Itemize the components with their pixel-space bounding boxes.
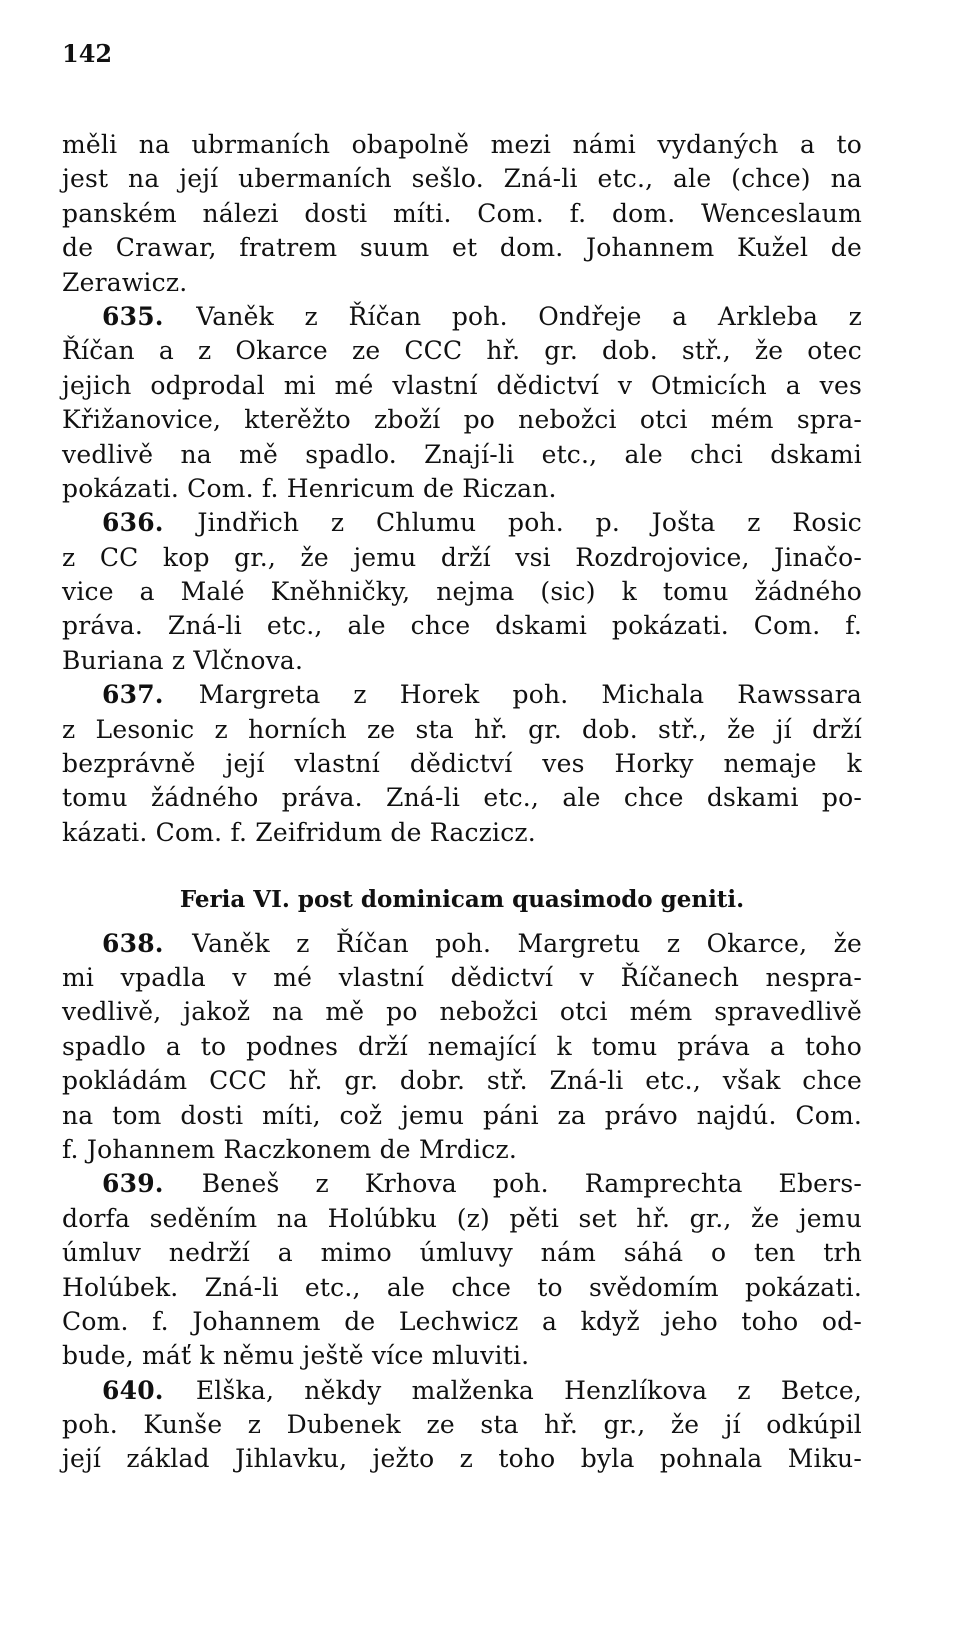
entry-637: [62, 678, 862, 850]
entry-first-line: [62, 1167, 862, 1201]
entry-first-line: [62, 678, 862, 712]
text-line: Zerawicz.: [62, 267, 188, 297]
entry-635: [62, 300, 862, 506]
text-line: z CC kop gr., že jemu drží vsi Rozdrojovice, Jinačo-: [62, 542, 862, 572]
text-line: jejich odprodal mi mé vlastní dědictví v Otmicích a ves: [62, 370, 862, 400]
text-line: de Crawar, fratrem suum et dom. Johannem Kužel de: [62, 233, 862, 263]
text-line: kázati. Com. f. Zeifridum de Raczicz.: [62, 817, 536, 847]
text-line: f. Johannem Raczkonem de Mrdicz.: [62, 1134, 518, 1164]
text-line: Buriana z Vlčnova.: [62, 645, 304, 675]
entry-text: Vaněk z Říčan poh. Ondřeje a Arkleba z: [196, 301, 862, 331]
text-line: Com. f. Johannem de Lechwicz a když jeho toho od-: [62, 1306, 862, 1336]
text-block: [62, 128, 862, 850]
entry-number: 639.: [102, 1169, 164, 1199]
text-line: pokázati. Com. f. Henricum de Riczan.: [62, 473, 557, 503]
text-line: měli na ubrmaních obapolně mezi námi vydaných a to: [62, 130, 862, 159]
text-line: poh. Kunše z Dubenek ze sta hř. gr., že jí odkúpil: [62, 1410, 862, 1440]
text-line: mi vpadla v mé vlastní dědictví v Říčanech nespra-: [62, 962, 862, 992]
text-line: vice a Malé Kněhničky, nejma (sic) k tomu žádného: [62, 577, 862, 607]
entry-638: [62, 927, 862, 1168]
text-line: bude, máť k němu ještě více mluviti.: [62, 1341, 530, 1371]
entry-number: 640.: [102, 1375, 164, 1405]
text-line: tomu žádného práva. Zná-li etc., ale chce dskami po-: [62, 783, 862, 813]
text-line: z Lesonic z horních ze sta hř. gr. dob. stř., že jí drží: [62, 714, 862, 744]
entry-first-line: [62, 1374, 862, 1408]
section-heading: Feria VI. post dominicam quasimodo geniti.: [179, 886, 745, 914]
entry-number: 635.: [102, 301, 164, 331]
entry-first-line: [62, 300, 862, 334]
book-page: [62, 38, 862, 1477]
text-line: vedlivě, jakož na mě po nebožci otci mém spravedlivě: [62, 997, 862, 1027]
text-line: Říčan a z Okarce ze CCC hř. gr. dob. stř., že otec: [62, 336, 862, 366]
entry-639: [62, 1167, 862, 1373]
text-line: spadlo a to podnes drží nemající k tomu práva a toho: [62, 1031, 862, 1061]
text-line: pokládám CCC hř. gr. dobr. stř. Zná-li etc., však chce: [62, 1066, 862, 1096]
text-line: její základ Jihlavku, ježto z toho byla pohnala Miku-: [62, 1444, 862, 1474]
text-line: panském nálezi dosti míti. Com. f. dom. Wenceslaum: [62, 198, 862, 228]
entry-text: Vaněk z Říčan poh. Margretu z Okarce, že: [192, 928, 862, 958]
entry-text: Beneš z Krhova poh. Ramprechta Ebers-: [201, 1169, 862, 1199]
entry-number: 636.: [102, 508, 164, 538]
entry-first-line: [62, 506, 862, 540]
text-line: vedlivě na mě spadlo. Znají-li etc., ale chci dskami: [62, 439, 862, 469]
entry-text: Jindřich z Chlumu poh. p. Jošta z Rosic: [197, 508, 863, 538]
text-block: [62, 927, 862, 1477]
entry-text: Elška, někdy malženka Henzlíkova z Betce,: [195, 1375, 862, 1405]
text-line: Křižanovice, kterěžto zboží po nebožci otci mém spra-: [62, 405, 862, 435]
entry-number: 637.: [102, 680, 164, 710]
text-line: bezprávně její vlastní dědictví ves Horky nemaje k: [62, 749, 862, 779]
text-line: dorfa seděním na Holúbku (z) pěti set hř. gr., že jemu: [62, 1203, 862, 1233]
entry-number: 638.: [102, 928, 164, 958]
entry-640: [62, 1374, 862, 1477]
page-number: 142: [62, 39, 113, 68]
text-line: práva. Zná-li etc., ale chce dskami pokázati. Com. f.: [62, 611, 862, 641]
entry-636: [62, 506, 862, 678]
text-line: Holúbek. Zná-li etc., ale chce to svědomím pokázati.: [62, 1272, 862, 1302]
text-line: jest na její ubermaních sešlo. Zná-li etc., ale (chce) na: [62, 164, 862, 194]
text-line: úmluv nedrží a mimo úmluvy nám sáhá o ten trh: [62, 1238, 862, 1268]
text-line: na tom dosti míti, což jemu páni za právo najdú. Com.: [62, 1100, 862, 1130]
entry-first-line: [62, 927, 862, 961]
entry-text: Margreta z Horek poh. Michala Rawssara: [198, 680, 862, 710]
